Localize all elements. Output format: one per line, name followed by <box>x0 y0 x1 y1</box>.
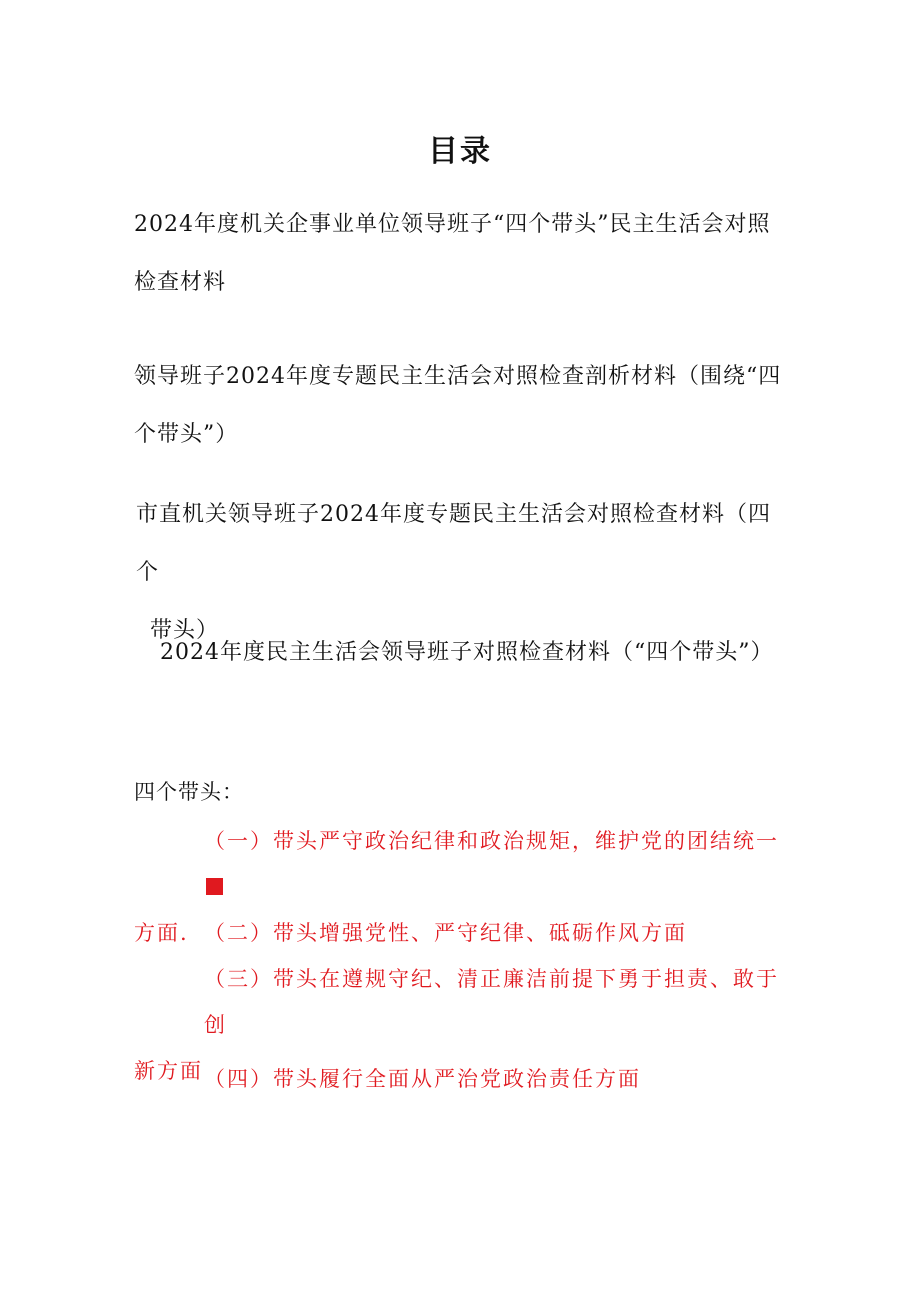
toc-entry-3-line2: 带头） <box>150 618 220 643</box>
toc-entry-4[interactable] <box>160 624 815 682</box>
page-title: 目录 <box>428 134 492 169</box>
toc-entry-1[interactable] <box>134 196 789 312</box>
aspect-item-1-line1: （一）带头严守政治纪律和政治规矩，维护党的团结统一 <box>204 829 779 853</box>
aspect-item-3-line2: 新方面 <box>134 1059 203 1083</box>
aspect-item-4 <box>134 1056 794 1102</box>
aspect-item-2-line1: （二）带头增强党性、严守纪律、砥砺作风方面 <box>204 921 687 945</box>
aspect-item-3-line1: （三）带头在遵规守纪、清正廉洁前提下勇于担责、敢于创 <box>204 967 779 1037</box>
aspect-item-2 <box>134 910 794 956</box>
toc-entry-4-line1: 2024年度民主生活会领导班子对照检查材料（“四个带头”） <box>160 640 774 665</box>
toc-entry-2-line1: 领导班子2024年度专题民主生活会对照检查剖析材料（围绕“四 <box>134 364 782 389</box>
toc-entry-1-line1: 2024年度机关企事业单位领导班子“四个带头”民主生活会对照 <box>134 212 771 237</box>
section-label: 四个带头： <box>134 780 244 804</box>
toc-entry-3-line1: 市直机关领导班子2024年度专题民主生活会对照检查材料（四个 <box>136 502 771 585</box>
toc-entry-1-line2: 检查材料 <box>134 270 227 295</box>
aspect-item-1-line2: 方面. <box>134 921 189 945</box>
toc-entry-2[interactable] <box>134 348 789 464</box>
red-square-marker <box>206 878 223 895</box>
aspect-item-4-line1: （四）带头履行全面从严治党政治责任方面 <box>204 1067 641 1091</box>
toc-entry-2-line2: 个带头”） <box>134 422 239 447</box>
